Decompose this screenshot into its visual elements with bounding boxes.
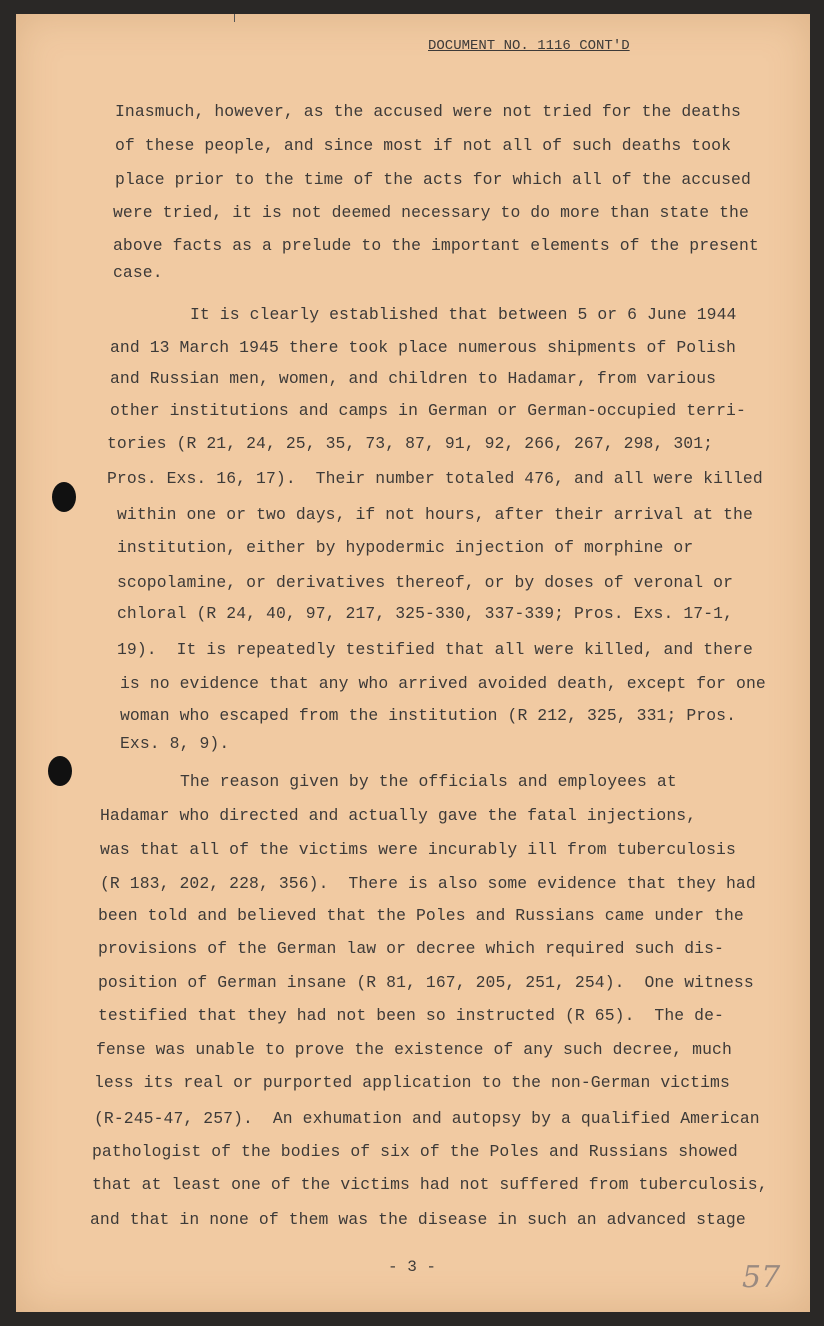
text-line: of these people, and since most if not all of such deaths took: [115, 136, 732, 155]
text-line: other institutions and camps in German or German-occupied terri-: [110, 401, 746, 420]
text-line: and that in none of them was the disease in such an advanced stage: [90, 1210, 746, 1229]
text-line: that at least one of the victims had not suffered from tuberculosis,: [92, 1175, 768, 1194]
text-line: case.: [113, 263, 163, 282]
text-line: position of German insane (R 81, 167, 205, 251, 254). One witness: [98, 973, 754, 992]
text-line: above facts as a prelude to the important elements of the present: [113, 236, 759, 255]
text-line: provisions of the German law or decree which required such dis-: [98, 939, 724, 958]
text-line: within one or two days, if not hours, after their arrival at the: [117, 505, 753, 524]
text-line: The reason given by the officials and employees at: [180, 772, 677, 791]
text-line: It is clearly established that between 5 or 6 June 1944: [190, 305, 737, 324]
text-line: woman who escaped from the institution (R 212, 325, 331; Pros.: [120, 706, 737, 725]
text-line: were tried, it is not deemed necessary to do more than state the: [113, 203, 749, 222]
punch-hole: [48, 756, 72, 786]
text-line: chloral (R 24, 40, 97, 217, 325-330, 337-339; Pros. Exs. 17-1,: [117, 604, 734, 623]
text-line: testified that they had not been so instructed (R 65). The de-: [98, 1006, 724, 1025]
handwritten-page-number: 57: [742, 1260, 781, 1295]
text-line: Hadamar who directed and actually gave the fatal injections,: [100, 806, 697, 825]
text-line: pathologist of the bodies of six of the Poles and Russians showed: [92, 1142, 738, 1161]
text-line: tories (R 21, 24, 25, 35, 73, 87, 91, 92, 266, 267, 298, 301;: [107, 434, 714, 453]
text-line: (R 183, 202, 228, 356). There is also some evidence that they had: [100, 874, 756, 893]
punch-hole: [52, 482, 76, 512]
text-line: and Russian men, women, and children to Hadamar, from various: [110, 369, 717, 388]
text-line: Exs. 8, 9).: [120, 734, 230, 753]
text-line: Pros. Exs. 16, 17). Their number totaled 476, and all were killed: [107, 469, 763, 488]
page-number: - 3 -: [388, 1258, 437, 1276]
text-line: and 13 March 1945 there took place numerous shipments of Polish: [110, 338, 736, 357]
text-line: place prior to the time of the acts for which all of the accused: [115, 170, 751, 189]
text-line: fense was unable to prove the existence of any such decree, much: [96, 1040, 732, 1059]
margin-mark: [234, 14, 235, 22]
text-line: less its real or purported application to the non-German victims: [94, 1073, 730, 1092]
text-line: scopolamine, or derivatives thereof, or by doses of veronal or: [117, 573, 734, 592]
text-line: institution, either by hypodermic injection of morphine or: [117, 538, 694, 557]
text-line: (R-245-47, 257). An exhumation and autopsy by a qualified American: [94, 1109, 760, 1128]
text-line: been told and believed that the Poles and Russians came under the: [98, 906, 744, 925]
text-line: Inasmuch, however, as the accused were not tried for the deaths: [115, 102, 741, 121]
text-line: was that all of the victims were incurably ill from tuberculosis: [100, 840, 736, 859]
document-header: DOCUMENT NO. 1116 CONT'D: [428, 38, 630, 54]
text-line: 19). It is repeatedly testified that all were killed, and there: [117, 640, 753, 659]
text-line: is no evidence that any who arrived avoided death, except for one: [120, 674, 766, 693]
